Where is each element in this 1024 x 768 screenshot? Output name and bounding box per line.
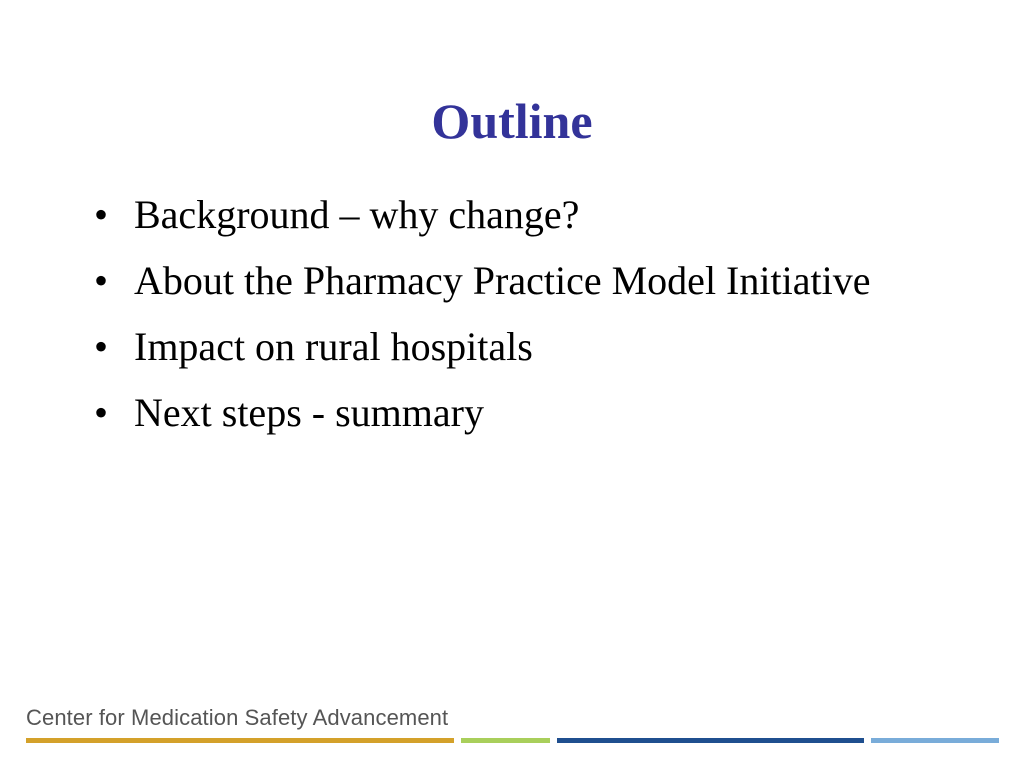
list-item-text: Next steps - summary (134, 390, 484, 435)
list-item (94, 186, 954, 244)
slide-title: Outline (431, 93, 593, 149)
footer-bar-lightblue (871, 738, 999, 743)
list-item-text: Impact on rural hospitals (134, 324, 533, 369)
list-item-text: Background – why change? (134, 192, 580, 237)
list-item (94, 252, 954, 310)
bullet-icon: • (94, 192, 109, 237)
bullet-icon: • (94, 324, 109, 369)
list-item (94, 318, 954, 376)
bullet-icon: • (94, 258, 109, 303)
footer-bar-navy (557, 738, 864, 743)
footer-org-name: Center for Medication Safety Advancement (26, 705, 449, 730)
list-item (94, 384, 954, 442)
footer-bar-green (461, 738, 550, 743)
footer-bar-gold (26, 738, 454, 743)
bullet-icon: • (94, 390, 109, 435)
outline-list (94, 186, 954, 450)
list-item-text: About the Pharmacy Practice Model Initiative (134, 258, 871, 303)
